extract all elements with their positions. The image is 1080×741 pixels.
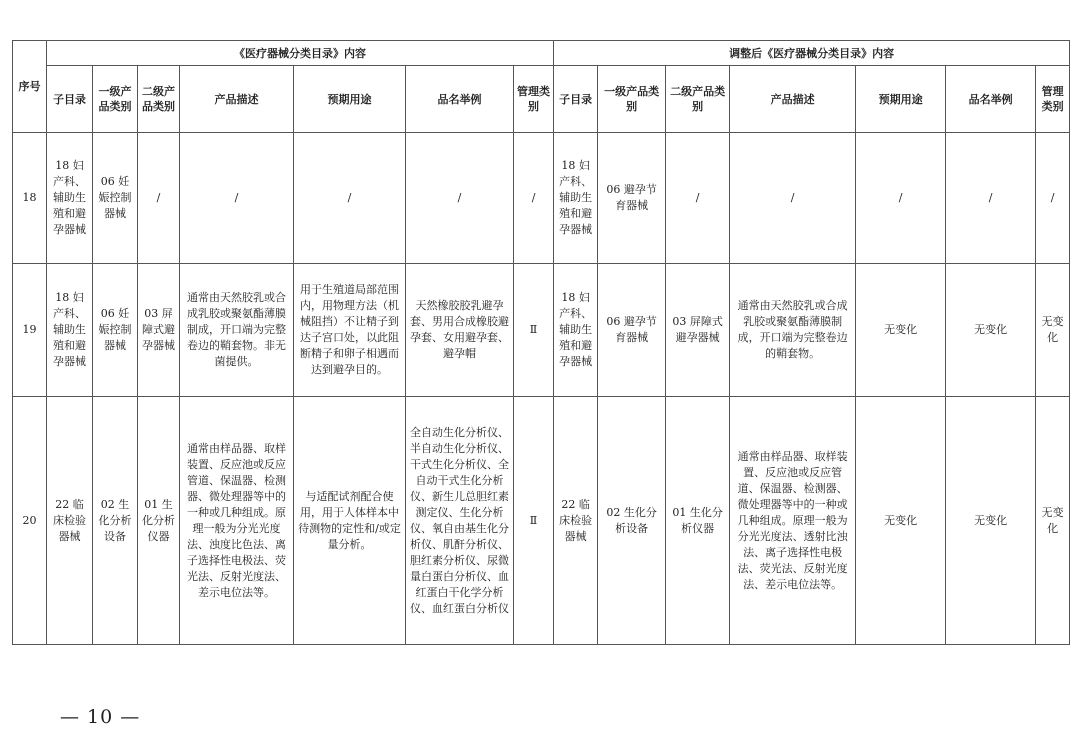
column-header-row [13,66,1070,133]
cell-adj-secondary-category: 03 屏障式避孕器械 [666,264,730,397]
cell-secondary-category: / [138,133,180,264]
cell-description: 通常由天然胶乳或合成乳胶或聚氨酯薄膜制成，开口端为完整卷边的鞘套物。非无菌提供。 [180,264,294,397]
header-adj-primary-category: 一级产品类别 [598,66,666,133]
header-original-group: 《医疗器械分类目录》内容 [47,41,554,66]
header-adj-sub-catalog: 子目录 [554,66,598,133]
cell-sub-catalog: 18 妇产科、辅助生殖和避孕器械 [47,133,93,264]
header-examples: 品名举例 [406,66,514,133]
cell-adj-description: / [730,133,856,264]
cell-secondary-category: 01 生化分析仪器 [138,397,180,645]
table-row [13,264,1070,397]
cell-adj-secondary-category: 01 生化分析仪器 [666,397,730,645]
cell-examples: 全自动生化分析仪、半自动生化分析仪、干式生化分析仪、全自动干式生化分析仪、新生儿总胆红素测定仪、生化分析仪、氧自由基生化分析仪、肌酐分析仪、胆红素分析仪、尿微量白蛋白分析仪、血红蛋白干化学分析仪、血红蛋白分析仪 [406,397,514,645]
header-adj-description: 产品描述 [730,66,856,133]
cell-primary-category: 02 生化分析设备 [93,397,138,645]
cell-adj-secondary-category: / [666,133,730,264]
cell-adj-primary-category: 06 避孕节育器械 [598,133,666,264]
cell-adj-description: 通常由样品器、取样装置、反应池或反应管道、保温器、检测器、微处理器等中的一种或几种组成。原理一般为分光光度法、透射比浊法、离子选择性电极法、荧光法、反射光度法、差示电位法等。 [730,397,856,645]
cell-adj-sub-catalog: 22 临床检验器械 [554,397,598,645]
header-intended-use: 预期用途 [294,66,406,133]
cell-adj-sub-catalog: 18 妇产科、辅助生殖和避孕器械 [554,133,598,264]
group-header-row [13,41,1070,66]
cell-adj-mgmt-class: 无变化 [1036,264,1070,397]
table-row [13,133,1070,264]
header-adj-mgmt-class: 管理类别 [1036,66,1070,133]
header-adjusted-group: 调整后《医疗器械分类目录》内容 [554,41,1070,66]
cell-mgmt-class: Ⅱ [514,397,554,645]
cell-mgmt-class: Ⅱ [514,264,554,397]
header-adj-intended-use: 预期用途 [856,66,946,133]
cell-adj-examples: 无变化 [946,397,1036,645]
cell-intended-use: 与适配试剂配合使用，用于人体样本中待测物的定性和/或定量分析。 [294,397,406,645]
header-description: 产品描述 [180,66,294,133]
cell-adj-description: 通常由天然胶乳或合成乳胶或聚氨酯薄膜制成，开口端为完整卷边的鞘套物。 [730,264,856,397]
table-row [13,397,1070,645]
cell-adj-primary-category: 02 生化分析设备 [598,397,666,645]
cell-adj-intended-use: / [856,133,946,264]
cell-adj-primary-category: 06 避孕节育器械 [598,264,666,397]
cell-seq: 20 [13,397,47,645]
cell-sub-catalog: 22 临床检验器械 [47,397,93,645]
cell-adj-sub-catalog: 18 妇产科、辅助生殖和避孕器械 [554,264,598,397]
cell-adj-intended-use: 无变化 [856,264,946,397]
cell-seq: 18 [13,133,47,264]
cell-adj-examples: 无变化 [946,264,1036,397]
cell-intended-use: 用于生殖道局部范围内，用物理方法（机械阻挡）不让精子到达子宫口处，以此阻断精子和卵子相遇而达到避孕目的。 [294,264,406,397]
header-seq: 序号 [13,41,47,133]
cell-seq: 19 [13,264,47,397]
cell-sub-catalog: 18 妇产科、辅助生殖和避孕器械 [47,264,93,397]
cell-intended-use: / [294,133,406,264]
cell-adj-intended-use: 无变化 [856,397,946,645]
cell-secondary-category: 03 屏障式避孕器械 [138,264,180,397]
cell-primary-category: 06 妊娠控制器械 [93,264,138,397]
header-adj-examples: 品名举例 [946,66,1036,133]
header-mgmt-class: 管理类别 [514,66,554,133]
cell-primary-category: 06 妊娠控制器械 [93,133,138,264]
page-number: — 10 — [60,706,141,728]
header-adj-secondary-category: 二级产品类别 [666,66,730,133]
cell-adj-mgmt-class: 无变化 [1036,397,1070,645]
cell-description: / [180,133,294,264]
header-sub-catalog: 子目录 [47,66,93,133]
cell-description: 通常由样品器、取样装置、反应池或反应管道、保温器、检测器、微处理器等中的一种或几种组成。原理一般为分光光度法、浊度比色法、离子选择性电极法、荧光法、反射光度法、差示电位法等。 [180,397,294,645]
cell-examples: / [406,133,514,264]
header-primary-category: 一级产品类别 [93,66,138,133]
cell-mgmt-class: / [514,133,554,264]
header-secondary-category: 二级产品类别 [138,66,180,133]
cell-adj-examples: / [946,133,1036,264]
cell-adj-mgmt-class: / [1036,133,1070,264]
cell-examples: 天然橡胶胶乳避孕套、男用合成橡胶避孕套、女用避孕套、避孕帽 [406,264,514,397]
classification-table [12,40,1070,645]
